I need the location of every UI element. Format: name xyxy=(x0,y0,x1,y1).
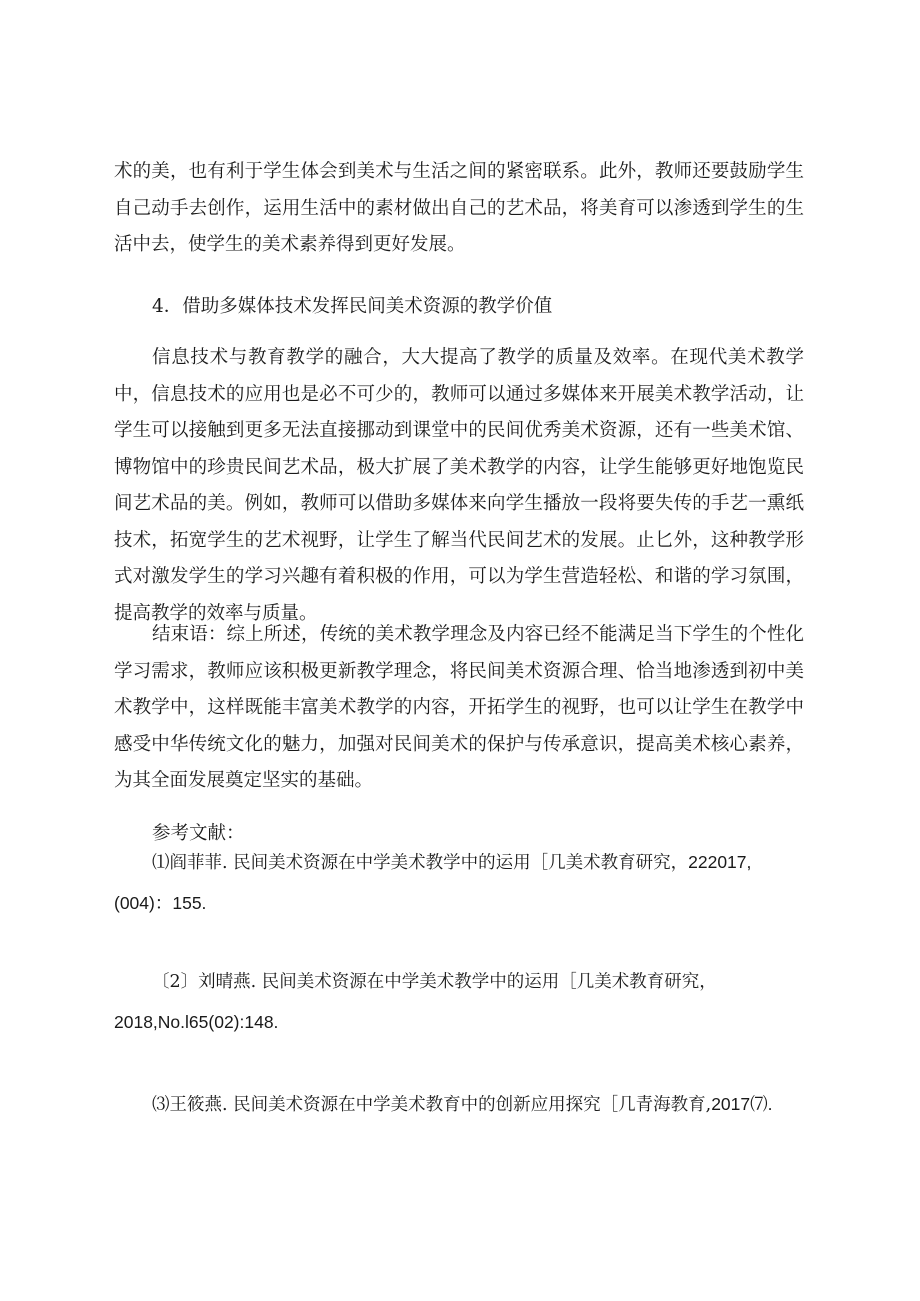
reference-item xyxy=(114,842,804,924)
reference-item xyxy=(114,1084,804,1125)
reference-text: ⑶王筱燕. 民间美术资源在中学美术教育中的创新应用探究［几青海教育, xyxy=(152,1095,712,1115)
reference-text: 〔2〕刘晴燕. 民间美术资源在中学美术教学中的运用［几美术教育研究， xyxy=(152,972,717,992)
reference-citation-detail: 2018,No.l65(02):148. xyxy=(114,1012,279,1032)
paragraph-continuation: 术的美，也有利于学生体会到美术与生活之间的紧密联系。此外，教师还要鼓励学生自己动手去创作，运用生活中的素材做出自己的艺术品，将美育可以渗透到学生的生活中去，使学生的美术素养得到更好发展。 xyxy=(114,161,804,255)
reference-item xyxy=(114,962,804,1043)
references-heading: 参考文献： xyxy=(152,823,245,844)
reference-citation-detail: 2017⑺. xyxy=(711,1094,773,1114)
section-heading: 4．借助多媒体技术发挥民间美术资源的教学价值 xyxy=(152,296,553,317)
conclusion-paragraph: 结束语：综上所述，传统的美术教学理念及内容已经不能满足当下学生的个性化学习需求，教师应该积极更新教学理念，将民间美术资源合理、恰当地渗透到初中美术教学中，这样既能丰富美术教学的内容，开拓学生的视野，也可以让学生在教学中感受中华传统文化的魅力，加强对民间美术的保护与传承意识，提高美术核心素养，为其全面发展奠定坚实的基础。 xyxy=(114,624,804,791)
section-body-paragraph: 信息技术与教育教学的融合，大大提高了教学的质量及效率。在现代美术教学中，信息技术的应用也是必不可少的，教师可以通过多媒体来开展美术教学活动，让学生可以接触到更多无法直接挪动到课堂中的民间优秀美术资源，还有一些美术馆、博物馆中的珍贵民间艺术品，极大扩展了美术教学的内容，让学生能够更好地饱览民间艺术品的美。例如，教师可以借助多媒体来向学生播放一段将要失传的手艺一熏纸技术，拓宽学生的艺术视野，让学生了解当代民间艺术的发展。止匕外，这种教学形式对激发学生的学习兴趣有着积极的作用，可以为学生营造轻松、和谐的学习氛围，提高教学的效率与质量。 xyxy=(114,347,804,624)
reference-text: ⑴阎菲菲. 民间美术资源在中学美术教学中的运用［几美术教育研究， xyxy=(152,853,689,873)
reference-citation-detail: 222017,(004)：155. xyxy=(114,852,752,913)
